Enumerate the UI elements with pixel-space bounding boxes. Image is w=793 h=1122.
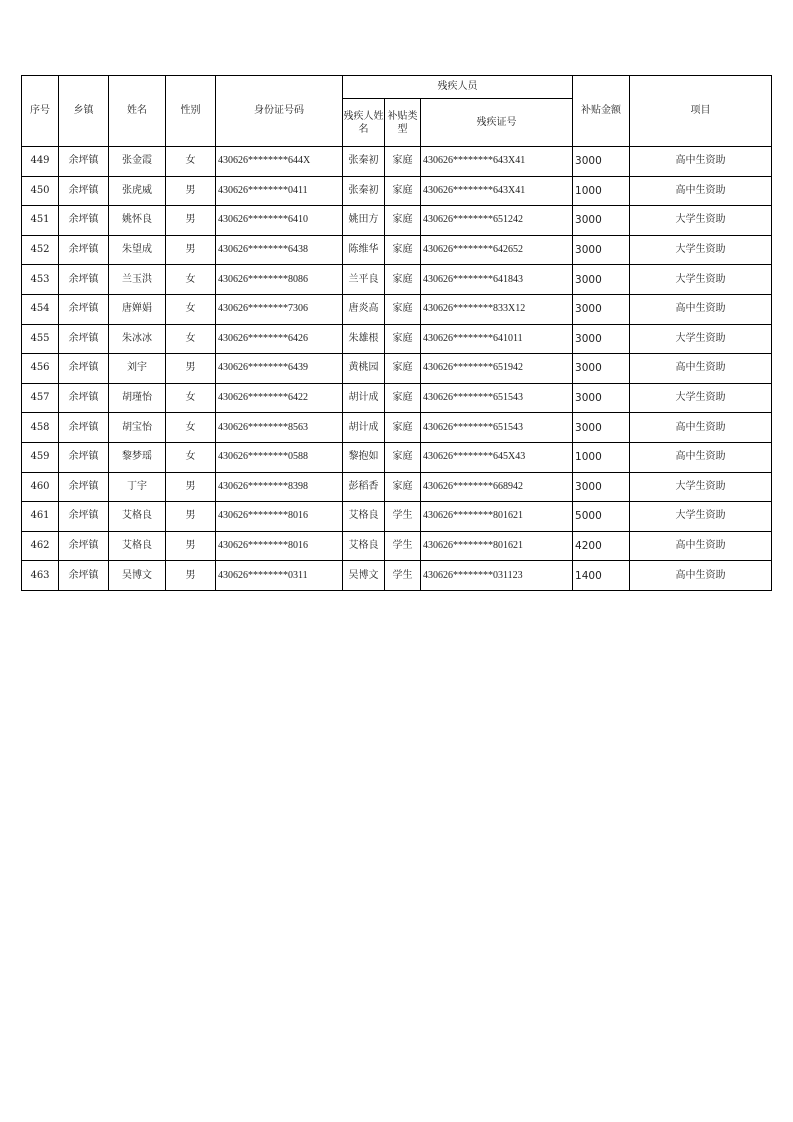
table-row (22, 561, 772, 591)
cell-name: 兰玉洪 (109, 265, 166, 295)
cell-seq: 455 (22, 324, 59, 354)
header-name: 姓名 (109, 76, 166, 147)
cell-project: 大学生资助 (630, 235, 772, 265)
cell-project: 大学生资助 (630, 265, 772, 295)
cell-subsidy-type: 学生 (385, 502, 421, 532)
cell-amount: 3000 (573, 206, 630, 236)
header-project: 项目 (630, 76, 772, 147)
cell-subsidy-type: 家庭 (385, 442, 421, 472)
cell-name: 艾格良 (109, 502, 166, 532)
cell-subsidy-type: 家庭 (385, 176, 421, 206)
header-row-top (22, 76, 772, 99)
cell-amount: 1000 (573, 176, 630, 206)
cell-seq: 459 (22, 442, 59, 472)
cell-disability-cert: 430626********645X43 (421, 442, 573, 472)
cell-gender: 女 (166, 265, 216, 295)
cell-town: 余坪镇 (59, 235, 109, 265)
cell-seq: 454 (22, 294, 59, 324)
table-row (22, 294, 772, 324)
cell-project: 大学生资助 (630, 383, 772, 413)
cell-disabled-name: 姚田方 (343, 206, 385, 236)
cell-town: 余坪镇 (59, 383, 109, 413)
cell-name: 唐婵娟 (109, 294, 166, 324)
cell-disability-cert: 430626********031123 (421, 561, 573, 591)
table-row (22, 383, 772, 413)
cell-gender: 女 (166, 324, 216, 354)
cell-seq: 451 (22, 206, 59, 236)
cell-subsidy-type: 学生 (385, 561, 421, 591)
cell-project: 大学生资助 (630, 324, 772, 354)
cell-gender: 男 (166, 531, 216, 561)
cell-gender: 男 (166, 235, 216, 265)
cell-disability-cert: 430626********642652 (421, 235, 573, 265)
cell-gender: 男 (166, 354, 216, 384)
cell-amount: 5000 (573, 502, 630, 532)
table-row (22, 413, 772, 443)
cell-id-number: 430626********6439 (216, 354, 343, 384)
cell-name: 张金霞 (109, 147, 166, 177)
cell-disability-cert: 430626********651543 (421, 383, 573, 413)
cell-disabled-name: 艾格良 (343, 531, 385, 561)
cell-name: 姚怀良 (109, 206, 166, 236)
cell-disabled-name: 张秦初 (343, 147, 385, 177)
cell-id-number: 430626********0588 (216, 442, 343, 472)
cell-disability-cert: 430626********641843 (421, 265, 573, 295)
cell-amount: 4200 (573, 531, 630, 561)
cell-subsidy-type: 家庭 (385, 472, 421, 502)
cell-id-number: 430626********8016 (216, 502, 343, 532)
cell-id-number: 430626********0311 (216, 561, 343, 591)
cell-subsidy-type: 家庭 (385, 324, 421, 354)
cell-seq: 450 (22, 176, 59, 206)
header-subsidy-type: 补贴类型 (385, 99, 421, 147)
cell-project: 大学生资助 (630, 502, 772, 532)
table-row (22, 442, 772, 472)
cell-subsidy-type: 学生 (385, 531, 421, 561)
cell-gender: 女 (166, 294, 216, 324)
cell-amount: 3000 (573, 383, 630, 413)
cell-disabled-name: 兰平良 (343, 265, 385, 295)
cell-gender: 男 (166, 472, 216, 502)
cell-gender: 女 (166, 413, 216, 443)
cell-id-number: 430626********6422 (216, 383, 343, 413)
cell-id-number: 430626********8563 (216, 413, 343, 443)
subsidy-table (21, 75, 772, 591)
cell-gender: 女 (166, 383, 216, 413)
cell-subsidy-type: 家庭 (385, 354, 421, 384)
header-gender: 性别 (166, 76, 216, 147)
cell-town: 余坪镇 (59, 413, 109, 443)
cell-project: 高中生资助 (630, 147, 772, 177)
cell-name: 朱冰冰 (109, 324, 166, 354)
cell-id-number: 430626********644X (216, 147, 343, 177)
cell-name: 艾格良 (109, 531, 166, 561)
cell-town: 余坪镇 (59, 561, 109, 591)
cell-town: 余坪镇 (59, 502, 109, 532)
cell-disability-cert: 430626********651242 (421, 206, 573, 236)
subsidy-table-container (21, 75, 772, 591)
cell-project: 高中生资助 (630, 413, 772, 443)
cell-town: 余坪镇 (59, 472, 109, 502)
cell-town: 余坪镇 (59, 324, 109, 354)
cell-disabled-name: 艾格良 (343, 502, 385, 532)
cell-gender: 男 (166, 502, 216, 532)
cell-project: 大学生资助 (630, 472, 772, 502)
cell-seq: 449 (22, 147, 59, 177)
cell-town: 余坪镇 (59, 176, 109, 206)
cell-town: 余坪镇 (59, 206, 109, 236)
cell-disability-cert: 430626********801621 (421, 531, 573, 561)
cell-amount: 1400 (573, 561, 630, 591)
cell-name: 吴博文 (109, 561, 166, 591)
cell-id-number: 430626********8398 (216, 472, 343, 502)
cell-town: 余坪镇 (59, 147, 109, 177)
cell-seq: 458 (22, 413, 59, 443)
cell-gender: 女 (166, 442, 216, 472)
cell-seq: 453 (22, 265, 59, 295)
table-row (22, 531, 772, 561)
cell-id-number: 430626********0411 (216, 176, 343, 206)
cell-disability-cert: 430626********651543 (421, 413, 573, 443)
cell-seq: 460 (22, 472, 59, 502)
header-disabled-name: 残疾人姓名 (343, 99, 385, 147)
cell-disability-cert: 430626********801621 (421, 502, 573, 532)
cell-project: 高中生资助 (630, 561, 772, 591)
table-row (22, 502, 772, 532)
table-row (22, 324, 772, 354)
cell-disabled-name: 胡计成 (343, 383, 385, 413)
cell-name: 朱望成 (109, 235, 166, 265)
cell-project: 高中生资助 (630, 176, 772, 206)
cell-amount: 3000 (573, 413, 630, 443)
cell-subsidy-type: 家庭 (385, 413, 421, 443)
cell-disabled-name: 朱雄根 (343, 324, 385, 354)
table-row (22, 265, 772, 295)
cell-id-number: 430626********6410 (216, 206, 343, 236)
cell-disability-cert: 430626********651942 (421, 354, 573, 384)
cell-subsidy-type: 家庭 (385, 383, 421, 413)
cell-id-number: 430626********8016 (216, 531, 343, 561)
table-row (22, 176, 772, 206)
cell-name: 丁宇 (109, 472, 166, 502)
cell-disabled-name: 唐炎高 (343, 294, 385, 324)
cell-seq: 456 (22, 354, 59, 384)
cell-amount: 3000 (573, 294, 630, 324)
cell-amount: 1000 (573, 442, 630, 472)
cell-name: 胡宝怡 (109, 413, 166, 443)
cell-gender: 男 (166, 206, 216, 236)
cell-disabled-name: 陈维华 (343, 235, 385, 265)
cell-subsidy-type: 家庭 (385, 294, 421, 324)
cell-gender: 男 (166, 176, 216, 206)
cell-disabled-name: 黎抱如 (343, 442, 385, 472)
cell-amount: 3000 (573, 265, 630, 295)
cell-disabled-name: 吴博文 (343, 561, 385, 591)
cell-name: 胡瑾怡 (109, 383, 166, 413)
cell-town: 余坪镇 (59, 265, 109, 295)
cell-seq: 462 (22, 531, 59, 561)
cell-subsidy-type: 家庭 (385, 265, 421, 295)
cell-town: 余坪镇 (59, 354, 109, 384)
cell-id-number: 430626********8086 (216, 265, 343, 295)
cell-project: 大学生资助 (630, 206, 772, 236)
cell-town: 余坪镇 (59, 531, 109, 561)
header-town: 乡镇 (59, 76, 109, 147)
cell-id-number: 430626********6426 (216, 324, 343, 354)
table-row (22, 354, 772, 384)
cell-project: 高中生资助 (630, 294, 772, 324)
cell-disabled-name: 彭稻香 (343, 472, 385, 502)
cell-disabled-name: 黄桃园 (343, 354, 385, 384)
cell-disability-cert: 430626********643X41 (421, 147, 573, 177)
table-row (22, 472, 772, 502)
cell-subsidy-type: 家庭 (385, 206, 421, 236)
table-row (22, 147, 772, 177)
table-row (22, 235, 772, 265)
cell-town: 余坪镇 (59, 442, 109, 472)
cell-amount: 3000 (573, 354, 630, 384)
cell-name: 刘宇 (109, 354, 166, 384)
cell-disability-cert: 430626********668942 (421, 472, 573, 502)
cell-disability-cert: 430626********643X41 (421, 176, 573, 206)
cell-name: 张虎威 (109, 176, 166, 206)
cell-amount: 3000 (573, 472, 630, 502)
cell-seq: 457 (22, 383, 59, 413)
cell-seq: 463 (22, 561, 59, 591)
cell-project: 高中生资助 (630, 354, 772, 384)
header-id-number: 身份证号码 (216, 76, 343, 147)
cell-amount: 3000 (573, 147, 630, 177)
header-amount: 补贴金额 (573, 76, 630, 147)
cell-disability-cert: 430626********641011 (421, 324, 573, 354)
cell-name: 黎梦瑶 (109, 442, 166, 472)
cell-seq: 452 (22, 235, 59, 265)
cell-gender: 女 (166, 147, 216, 177)
cell-seq: 461 (22, 502, 59, 532)
table-row (22, 206, 772, 236)
cell-amount: 3000 (573, 235, 630, 265)
cell-disabled-name: 张秦初 (343, 176, 385, 206)
cell-gender: 男 (166, 561, 216, 591)
cell-town: 余坪镇 (59, 294, 109, 324)
cell-project: 高中生资助 (630, 531, 772, 561)
header-disabled-group: 残疾人员 (343, 76, 573, 99)
header-seq: 序号 (22, 76, 59, 147)
cell-subsidy-type: 家庭 (385, 147, 421, 177)
header-disability-cert: 残疾证号 (421, 99, 573, 147)
cell-amount: 3000 (573, 324, 630, 354)
cell-subsidy-type: 家庭 (385, 235, 421, 265)
cell-project: 高中生资助 (630, 442, 772, 472)
cell-disabled-name: 胡计成 (343, 413, 385, 443)
cell-id-number: 430626********6438 (216, 235, 343, 265)
cell-id-number: 430626********7306 (216, 294, 343, 324)
cell-disability-cert: 430626********833X12 (421, 294, 573, 324)
